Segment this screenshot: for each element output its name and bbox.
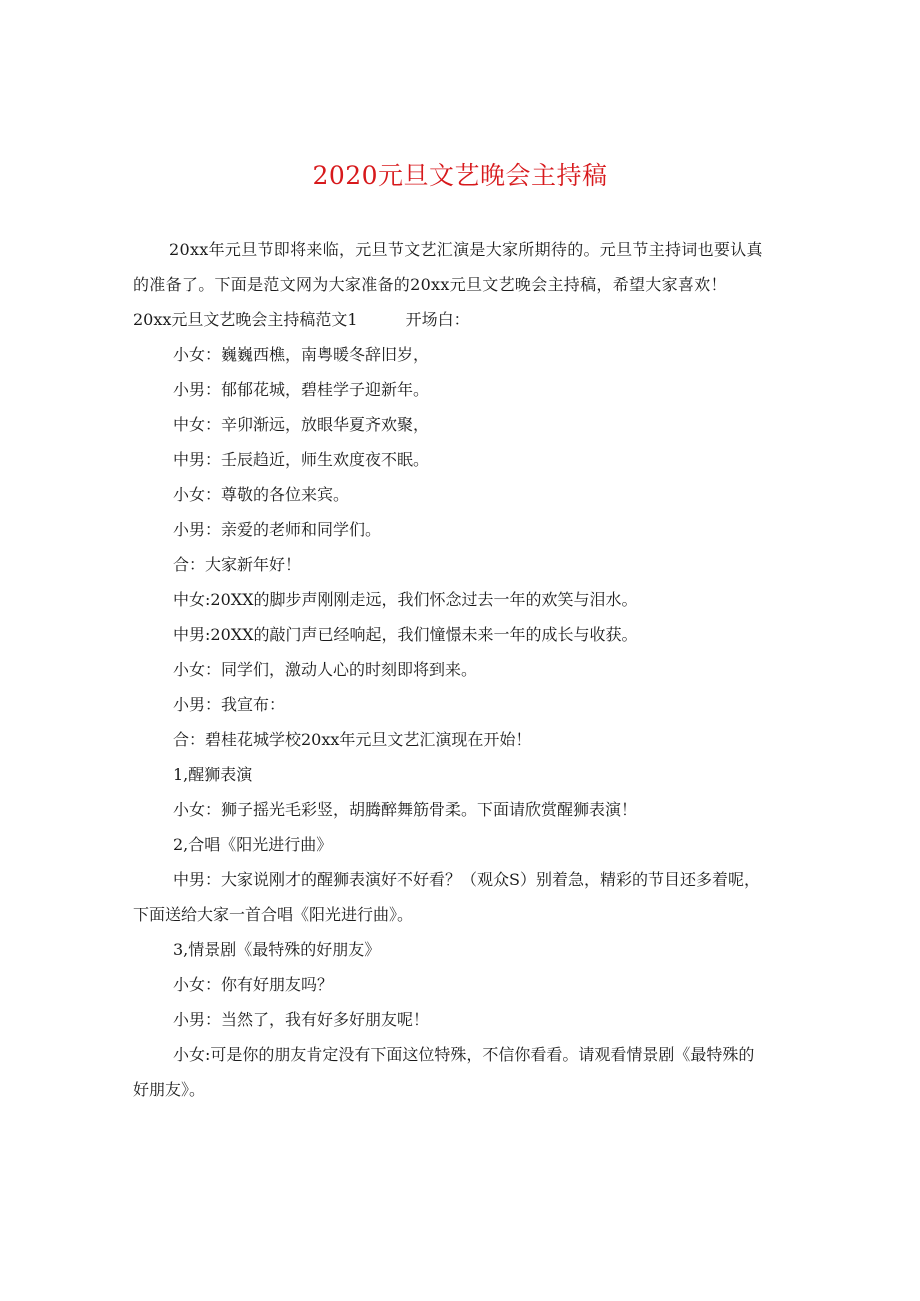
paragraph-line: 小女:可是你的朋友肯定没有下面这位特殊，不信你看看。请观看情景剧《最特殊的	[173, 1045, 755, 1064]
script-line: 小女：狮子摇光毛彩竖，胡腾醉舞筋骨柔。下面请欣赏醒狮表演！	[173, 800, 638, 819]
paragraph-line: 中男：大家说刚才的醒狮表演好不好看？（观众S）别着急，精彩的节目还多着呢，	[173, 870, 760, 889]
script-line: 小女：巍巍西樵，南粤暖冬辞旧岁，	[173, 345, 430, 364]
script-line: 合：碧桂花城学校20xx年元旦文艺汇演现在开始！	[173, 730, 532, 749]
program-heading: 3,情景剧《最特殊的好朋友》	[173, 940, 381, 959]
script-line: 合：大家新年好！	[173, 555, 302, 574]
script-line: 中女:20XX的脚步声刚刚走远，我们怀念过去一年的欢笑与泪水。	[173, 590, 638, 609]
intro-line-2: 的准备了。下面是范文网为大家准备的20xx元旦文艺晚会主持稿，希望大家喜欢！	[133, 275, 727, 294]
document-body	[133, 232, 785, 1107]
program-heading: 1,醒狮表演	[173, 765, 253, 784]
script-line: 小男：我宣布：	[173, 695, 286, 714]
paragraph-line: 下面送给大家一首合唱《阳光进行曲》。	[133, 905, 414, 924]
script-line: 小女：同学们，激动人心的时刻即将到来。	[173, 660, 478, 679]
document-title: 2020元旦文艺晚会主持稿	[312, 161, 608, 190]
script-line: 小女：尊敬的各位来宾。	[173, 485, 350, 504]
paragraph-line: 好朋友》。	[133, 1080, 206, 1099]
script-line: 小男：郁郁花城，碧桂学子迎新年。	[173, 380, 430, 399]
section-heading-row	[133, 302, 785, 337]
program-heading: 2,合唱《阳光进行曲》	[173, 835, 333, 854]
section-subheading: 开场白：	[405, 310, 470, 329]
intro-line-1: 20xx年元旦节即将来临，元旦节文艺汇演是大家所期待的。元旦节主持词也要认真	[169, 240, 763, 259]
script-line: 小女：你有好朋友吗？	[173, 975, 334, 994]
section-heading: 20xx元旦文艺晚会主持稿范文1	[133, 310, 358, 329]
script-line: 中男：壬辰趋近，师生欢度夜不眠。	[173, 450, 430, 469]
script-line: 小男：当然了，我有好多好朋友呢！	[173, 1010, 430, 1029]
script-line: 中女：辛卯渐远，放眼华夏齐欢聚，	[173, 415, 430, 434]
script-line: 中男:20XX的敲门声已经响起，我们憧憬未来一年的成长与收获。	[173, 625, 638, 644]
script-line: 小男：亲爱的老师和同学们。	[173, 520, 382, 539]
